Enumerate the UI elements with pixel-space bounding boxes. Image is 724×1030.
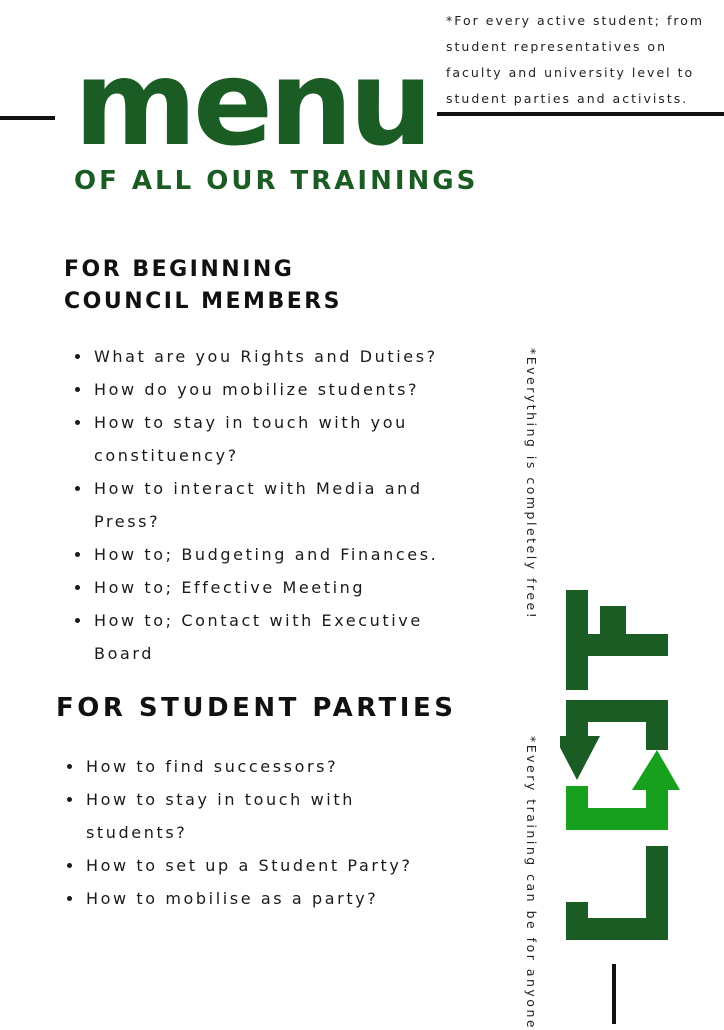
section-title-line-2: COUNCIL MEMBERS [64, 289, 343, 314]
logo-bar [566, 700, 588, 740]
list-item: • How to; Contact with Executive Board [92, 604, 472, 670]
list-item: • How to stay in touch with you constituency? [92, 406, 472, 472]
logo-bar [566, 902, 588, 940]
list-item: • How do you mobilize students? [92, 373, 472, 406]
section-title-parties: FOR STUDENT PARTIES [56, 693, 457, 723]
list-item: • How to set up a Student Party? [84, 849, 424, 882]
list-item: • How to find successors? [84, 750, 424, 783]
list-item: • How to; Budgeting and Finances. [92, 538, 472, 571]
parties-training-list [66, 750, 424, 915]
logo-bar [600, 606, 626, 656]
list-item: • How to; Effective Meeting [92, 571, 472, 604]
list-item: • How to interact with Media and Press? [92, 472, 472, 538]
top-right-rule [437, 112, 724, 116]
beginning-training-list [74, 340, 472, 670]
bottom-vertical-rule [612, 964, 616, 1024]
page-title: menu [74, 34, 429, 172]
page-subtitle: OF ALL OUR TRAININGS [74, 166, 479, 196]
list-item: • How to stay in touch with students? [84, 783, 424, 849]
lsvb-logo [560, 586, 680, 946]
free-note: *Everything is completely free! [524, 348, 539, 621]
logo-bar [646, 700, 668, 750]
audience-note: *For every active student; from student representatives on faculty and university level to student parties and activists. [446, 13, 705, 106]
section-title-line-1: FOR BEGINNING [64, 257, 295, 282]
anyone-note: *Every training can be for anyone [524, 736, 539, 1030]
section-title-beginning [64, 254, 342, 318]
top-left-rule [0, 116, 55, 120]
list-item: • How to mobilise as a party? [84, 882, 424, 915]
list-item: • What are you Rights and Duties? [92, 340, 472, 373]
logo-arrow-down [560, 736, 600, 780]
logo-arrow-up [632, 750, 680, 790]
